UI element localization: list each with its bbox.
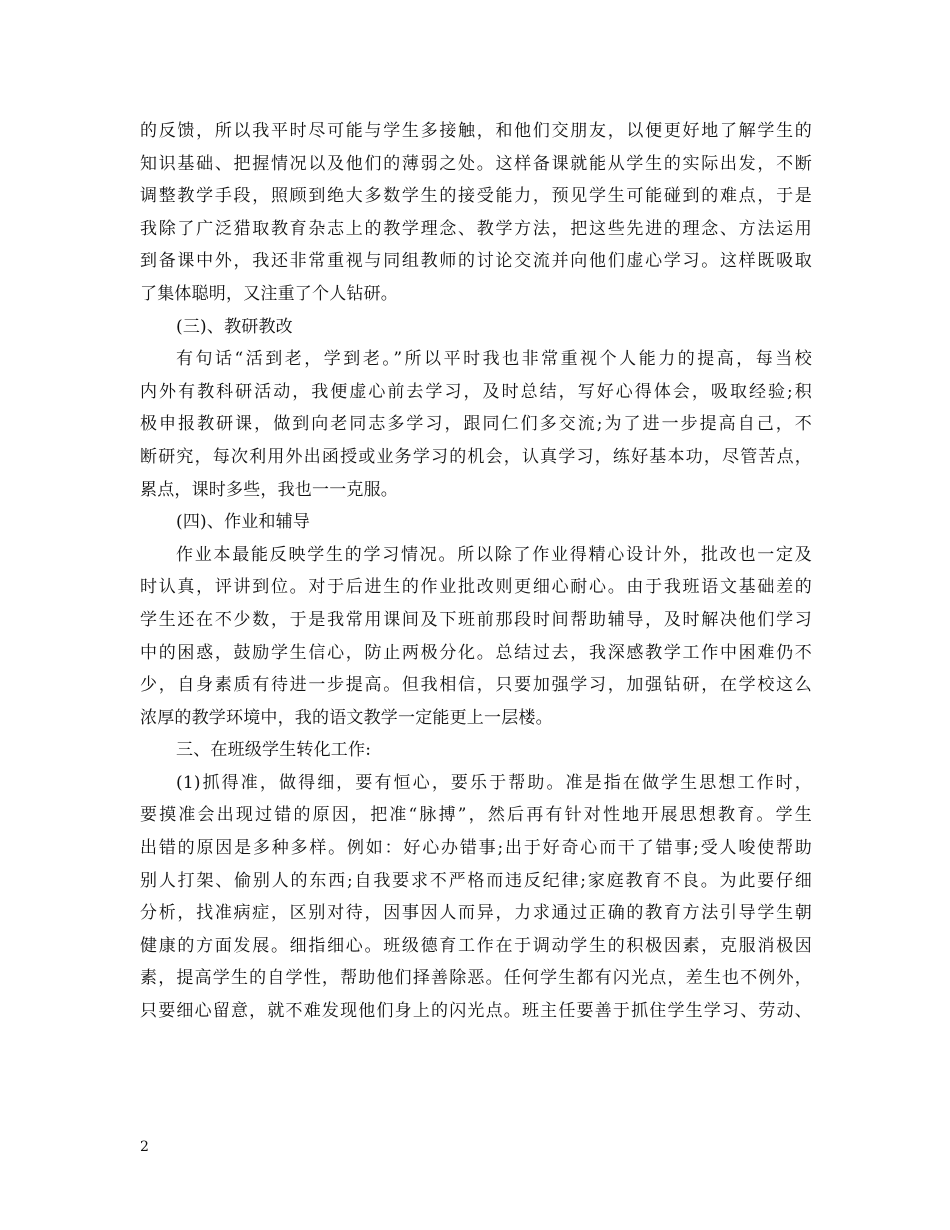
document-body (140, 115, 812, 1028)
text-line: 了集体聪明，又注重了个人钻研。 (140, 283, 398, 304)
text-line: 别人打架、偷别人的东西;自我要求不严格而违反纪律;家庭教育不良。为此要仔细 (140, 870, 812, 891)
text-line: 内外有教科研活动，我便虚心前去学习，及时总结，写好心得体会，吸取经验;积 (140, 381, 812, 402)
text-line: 中的困惑，鼓励学生信心，防止两极分化。总结过去，我深感教学工作中困难仍不 (140, 642, 812, 663)
text-line: 少，自身素质有待进一步提高。但我相信，只要加强学习，加强钻研，在学校这么 (140, 675, 812, 696)
text-line: 出错的原因是多种多样。例如：好心办错事;出于好奇心而干了错事;受人唆使帮助 (140, 838, 812, 859)
text-line: 分析，找准病症，区别对待，因事因人而异，力求通过正确的教育方法引导学生朝 (140, 903, 812, 924)
text-line: 累点，课时多些，我也一一克服。 (140, 479, 398, 500)
text-line: 要摸准会出现过错的原因，把准“脉搏”，然后再有针对性地开展思想教育。学生 (140, 805, 812, 826)
text-line: 知识基础、把握情况以及他们的薄弱之处。这样备课就能从学生的实际出发，不断 (140, 153, 812, 174)
text-line: 极申报教研课，做到向老同志多学习，跟同仁们多交流;为了进一步提高自己，不 (140, 414, 812, 435)
text-line: (三)、教研教改 (176, 316, 293, 337)
text-line: 作业本最能反映学生的学习情况。所以除了作业得精心设计外，批改也一定及 (176, 544, 812, 565)
text-line: (1)抓得准，做得细，要有恒心，要乐于帮助。准是指在做学生思想工作时， (176, 772, 812, 793)
text-line: 调整教学手段，照顾到绝大多数学生的接受能力，预见学生可能碰到的难点，于是 (140, 186, 812, 207)
text-line: 断研究，每次利用外出函授或业务学习的机会，认真学习，练好基本功，尽管苦点， (140, 446, 812, 467)
text-line: 浓厚的教学环境中，我的语文教学一定能更上一层楼。 (140, 707, 553, 728)
text-line: 到备课中外，我还非常重视与同组教师的讨论交流并向他们虚心学习。这样既吸取 (140, 251, 812, 272)
text-line: 有句话“活到老，学到老。”所以平时我也非常重视个人能力的提高，每当校 (176, 349, 812, 370)
text-line: (四)、作业和辅导 (176, 512, 311, 533)
text-line: 时认真，评讲到位。对于后进生的作业批改则更细心耐心。由于我班语文基础差的 (140, 577, 812, 598)
text-line: 的反馈，所以我平时尽可能与学生多接触，和他们交朋友，以便更好地了解学生的 (140, 121, 812, 141)
text-line: 学生还在不少数，于是我常用课间及下班前那段时间帮助辅导，及时解决他们学习 (140, 609, 812, 630)
page-number: 2 (140, 1139, 149, 1155)
text-line: 健康的方面发展。细指细心。班级德育工作在于调动学生的积极因素，克服消极因 (140, 935, 812, 956)
text-line: 素，提高学生的自学性，帮助他们择善除恶。任何学生都有闪光点，差生也不例外， (140, 968, 812, 989)
text-line: 我除了广泛猎取教育杂志上的教学理念、教学方法，把这些先进的理念、方法运用 (140, 218, 812, 239)
text-line: 只要细心留意，就不难发现他们身上的闪光点。班主任要善于抓住学生学习、劳动、 (140, 1001, 812, 1022)
text-line: 三、在班级学生转化工作: (176, 740, 372, 761)
